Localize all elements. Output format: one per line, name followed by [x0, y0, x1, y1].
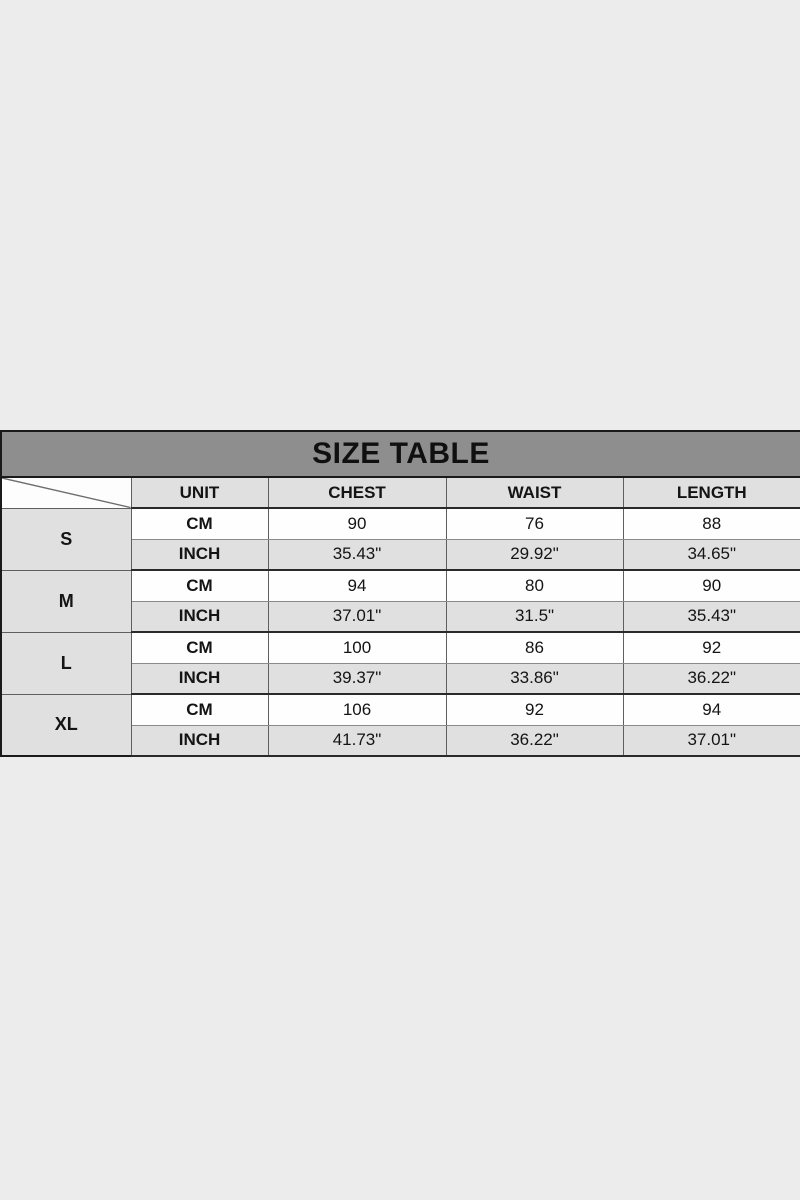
table-row	[1, 508, 800, 539]
cell-xl-waist-cm: 92	[446, 694, 623, 725]
size-label-s: S	[1, 508, 131, 570]
table-row	[1, 632, 800, 663]
size-label-xl: XL	[1, 694, 131, 756]
cell-xl-chest-inch: 41.73"	[268, 725, 446, 756]
unit-cell-cm: CM	[131, 570, 268, 601]
cell-l-length-inch: 36.22"	[623, 663, 800, 694]
size-label-l: L	[1, 632, 131, 694]
diagonal-corner-cell	[1, 477, 131, 508]
size-table	[0, 430, 800, 757]
unit-cell-inch: INCH	[131, 539, 268, 570]
cell-l-length-cm: 92	[623, 632, 800, 663]
cell-s-chest-inch: 35.43"	[268, 539, 446, 570]
unit-cell-inch: INCH	[131, 725, 268, 756]
size-label-m: M	[1, 570, 131, 632]
table-row	[1, 694, 800, 725]
unit-cell-cm: CM	[131, 632, 268, 663]
cell-l-waist-inch: 33.86"	[446, 663, 623, 694]
cell-s-length-cm: 88	[623, 508, 800, 539]
unit-cell-cm: CM	[131, 694, 268, 725]
cell-s-waist-cm: 76	[446, 508, 623, 539]
cell-xl-chest-cm: 106	[268, 694, 446, 725]
cell-l-waist-cm: 86	[446, 632, 623, 663]
column-header-length: LENGTH	[623, 477, 800, 508]
cell-s-chest-cm: 90	[268, 508, 446, 539]
unit-cell-cm: CM	[131, 508, 268, 539]
cell-m-chest-inch: 37.01"	[268, 601, 446, 632]
size-table-title: SIZE TABLE	[1, 431, 800, 477]
unit-cell-inch: INCH	[131, 601, 268, 632]
table-row	[1, 570, 800, 601]
cell-l-chest-inch: 39.37"	[268, 663, 446, 694]
cell-xl-length-inch: 37.01"	[623, 725, 800, 756]
cell-xl-length-cm: 94	[623, 694, 800, 725]
cell-s-waist-inch: 29.92"	[446, 539, 623, 570]
cell-l-chest-cm: 100	[268, 632, 446, 663]
cell-m-chest-cm: 94	[268, 570, 446, 601]
unit-cell-inch: INCH	[131, 663, 268, 694]
cell-m-length-inch: 35.43"	[623, 601, 800, 632]
cell-m-length-cm: 90	[623, 570, 800, 601]
cell-m-waist-cm: 80	[446, 570, 623, 601]
cell-m-waist-inch: 31.5"	[446, 601, 623, 632]
cell-s-length-inch: 34.65"	[623, 539, 800, 570]
diagonal-slash-icon	[2, 478, 131, 508]
column-header-unit: UNIT	[131, 477, 268, 508]
column-header-waist: WAIST	[446, 477, 623, 508]
cell-xl-waist-inch: 36.22"	[446, 725, 623, 756]
column-header-chest: CHEST	[268, 477, 446, 508]
